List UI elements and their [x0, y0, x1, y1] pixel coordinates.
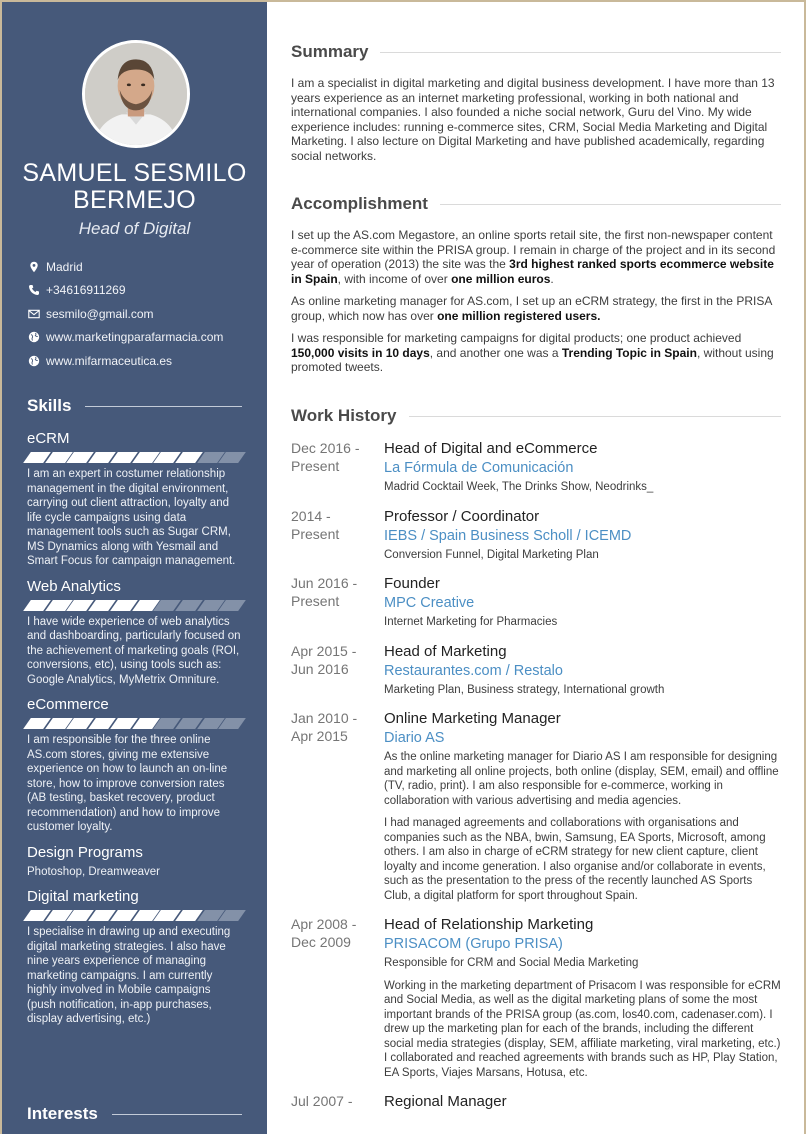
job-description: Working in the marketing department of Prisacom I was responsible for eCRM and Social Media, as well as the digital marketing plans of some the most important brands of the PRISA group (as.com, los40.com, cadenaser.com). I drew up the marketing plan for each of the brands, including the different social media strategies (display, SEM, affiliate marketing, viral marketing, etc.) I collaborated and reached agreements with brands such as HP, Play Station, EA Sports, Viajes Marsans, Hotusa, etc. [384, 979, 781, 1079]
job-date-end: Dec 2009 [291, 934, 351, 950]
contact-email[interactable] [27, 302, 257, 326]
job-dates [291, 439, 384, 495]
job-description: I had managed agreements and collaborations with organisations and companies such as the NBA, bwin, Samsung, EA Sports, Microsoft, among others. I am also in charge of eCRM strategy for new client capture, client loyalty and income generation. I also organise and/or collaborate in events, such as the presentation to the press of the recently launched AS Sports Club, a digital platform for sport throughout Spain. [384, 817, 766, 902]
phone-icon [27, 283, 41, 297]
job-entry [291, 709, 781, 903]
job-dates [291, 915, 384, 1080]
job-date-start: Jan 2010 - [291, 710, 358, 726]
work-history-heading-text: Work History [291, 406, 397, 425]
skills-heading-rule [85, 406, 242, 407]
job-date-end: Apr 2015 [291, 728, 348, 744]
job-company: MPC Creative [384, 595, 475, 611]
job-body [384, 915, 781, 1080]
summary-heading [291, 42, 781, 62]
skill-name: eCRM [27, 430, 70, 447]
text-run: I set up the AS.com Megastore, an online sports retail site, the first non-newspaper content e-commerce site within the PRISA group. I remain in charge of the project and in its second year of operation (2013) the site was the [291, 228, 776, 271]
job-body [384, 642, 781, 698]
interests-heading-rule [112, 1114, 242, 1115]
text-run: As online marketing manager for AS.com, I set up an eCRM strategy, the first in the PRISA group, which now has over [291, 294, 772, 323]
job-entry [291, 574, 781, 630]
job-dates [291, 709, 384, 903]
skills-heading [27, 396, 242, 416]
location-pin-icon [27, 260, 41, 274]
text-run: , without using promoted tweets. [291, 345, 774, 374]
job-entry [291, 915, 781, 1080]
job-title: Online Marketing Manager [384, 710, 561, 727]
skill-description: I specialise in drawing up and executing digital marketing strategies. I also have nine years experience of managing marketing campaigns. I am currently highly involved in Mobile campaigns (push notification, in-app purchases, display advertising, etc.) [27, 926, 231, 1025]
job-title: Professor / Coordinator [384, 507, 540, 525]
envelope-icon [27, 307, 41, 321]
job-entry [291, 507, 781, 563]
contact-list [27, 255, 257, 373]
work-history-heading-rule [409, 416, 782, 417]
person-title: Head of Digital [78, 219, 191, 238]
accomplishment-heading [291, 194, 781, 214]
job-title: Regional Manager [384, 1093, 507, 1110]
job-date-end: Present [291, 593, 340, 609]
skill-description: Photoshop, Dreamweaver [27, 865, 160, 878]
person-name [2, 160, 267, 214]
summary-text: I am a specialist in digital marketing and digital business development. I have more than 13 years experience as an internet marketing professional, working in both national and international companies. I also founded a niche social network, Guru del Vino. My wide experience includes: running e-commerce sites, CRM, Social Media Marketing and Digital Marketing. I also lecture on Digital Marketing and have published academically, regarding social networks. [291, 76, 775, 163]
job-date-start: 2014 - [291, 507, 331, 524]
highlight-text: 3rd highest ranked sports ecommerce website in Spain [291, 257, 774, 286]
job-body [384, 507, 781, 563]
job-date-start: Dec 2016 - [291, 440, 360, 456]
skill-name: eCommerce [27, 696, 109, 713]
contact-website-2[interactable] [27, 349, 257, 373]
job-dates [291, 642, 384, 698]
job-date-start: Apr 2008 - [291, 916, 357, 932]
job-title: Head of Marketing [384, 642, 507, 660]
job-dates [291, 507, 384, 563]
name-line-1: SAMUEL SESMILO [22, 159, 247, 187]
skill-name: Web Analytics [27, 577, 121, 595]
text-run: I was responsible for marketing campaigns for digital products; one product achieved [291, 331, 742, 345]
interests-heading-text: Interests [27, 1104, 98, 1123]
skill-name: Digital marketing [27, 888, 139, 905]
contact-website-1[interactable] [27, 326, 257, 350]
accomplishment-paragraph-2 [291, 294, 781, 323]
contact-location-text: Madrid [46, 259, 83, 274]
accomplishment-heading-text: Accomplishment [291, 194, 428, 213]
job-body [384, 1092, 781, 1111]
job-body [384, 439, 781, 495]
job-company: La Fórmula de Comunicación [384, 460, 574, 476]
job-entry [291, 642, 781, 698]
job-date-start: Apr 2015 - [291, 642, 357, 659]
work-history-heading [291, 406, 781, 426]
job-description: Internet Marketing for Pharmacies [384, 616, 558, 628]
job-dates [291, 1092, 384, 1111]
accomplishment-paragraph-3 [291, 331, 781, 375]
profile-photo [82, 40, 190, 148]
text-run: , and another one was a [429, 345, 562, 360]
job-description: Marketing Plan, Business strategy, International growth [384, 683, 665, 696]
skill-level-bar [27, 452, 242, 463]
job-description: As the online marketing manager for Diario AS I am responsible for designing and marketing all online projects, both online (display, SEM, email) and offline (TV, radio, print). I am also responsible for e-commerce, working in collaboration with various advertising and media agencies. [384, 751, 779, 807]
job-date-end: Present [291, 458, 340, 474]
skills-list [27, 429, 242, 1035]
skill-level-bar [27, 910, 242, 921]
skill-name: Design Programs [27, 843, 143, 861]
skill-description: I am an expert in costumer relationship management in the digital environment, carrying out client attraction, loyalty and life cycle campaigns using data management tools such as Sugar CRM, MS Dynamics along with Yesmail and Smart Focus for campaign management. [27, 468, 236, 567]
accomplishment-paragraph-1 [291, 228, 781, 286]
summary-heading-rule [380, 52, 781, 53]
job-company: Diario AS [384, 730, 445, 746]
skills-heading-text: Skills [27, 396, 72, 415]
skill-item [27, 577, 242, 688]
job-description: Madrid Cocktail Week, The Drinks Show, Neodrinks_ [384, 481, 654, 493]
contact-phone [27, 279, 257, 303]
resume-page [2, 2, 804, 1134]
name-line-2: BERMEJO [73, 186, 196, 214]
job-body [384, 574, 781, 630]
skill-item [27, 887, 242, 1027]
globe-icon [27, 330, 41, 344]
job-title: Founder [384, 575, 440, 592]
job-body [384, 709, 781, 903]
job-date-start: Jul 2007 - [291, 1093, 353, 1109]
highlight-text: one million euros [451, 271, 551, 286]
job-company: PRISACOM (Grupo PRISA) [384, 936, 563, 952]
summary-heading-text: Summary [291, 42, 369, 61]
contact-website-1-text[interactable]: www.marketingparafarmacia.com [46, 330, 224, 345]
contact-website-2-text[interactable]: www.mifarmaceutica.es [46, 353, 173, 368]
globe-icon [27, 354, 41, 368]
skill-description: I have wide experience of web analytics and dashboarding, particularly focused on the achievement of marketing goals (ROI, conversions, etc), using tools such as: Google Analytics, MyMetrix Omniture. [27, 615, 241, 686]
portrait-image [85, 43, 187, 145]
highlight-text: 150,000 visits in 10 days [291, 345, 430, 360]
contact-location [27, 255, 257, 279]
highlight-text: one million registered users. [437, 308, 601, 323]
highlight-text: Trending Topic in Spain [561, 345, 697, 360]
skill-item [27, 429, 242, 569]
job-title: Head of Digital and eCommerce [384, 440, 598, 457]
sidebar [2, 2, 267, 1134]
text-run: . [550, 271, 554, 286]
job-title: Head of Relationship Marketing [384, 916, 594, 933]
job-company: Restaurantes.com / Restalo [384, 662, 563, 679]
skill-level-bar [27, 600, 242, 611]
skill-level-bar [27, 718, 242, 729]
job-entry [291, 439, 781, 495]
job-description: Responsible for CRM and Social Media Marketing [384, 957, 639, 969]
job-company: IEBS / Spain Business Scholl / ICEMD [384, 527, 632, 544]
skill-description: I am responsible for the three online AS.com stores, giving me extensive experience on how to launch an on-line store, how to improve conversion rates (AB testing, basket recovery, product recommendation) and how to improve customer loyalty. [27, 734, 228, 833]
accomplishment-section [291, 228, 781, 383]
job-date-end: Present [291, 525, 340, 542]
interests-heading [27, 1104, 242, 1124]
job-date-start: Jun 2016 - [291, 575, 358, 591]
job-description: Conversion Funnel, Digital Marketing Plan [384, 548, 599, 561]
job-date-end: Jun 2016 [291, 660, 349, 677]
job-dates [291, 574, 384, 630]
job-entry [291, 1092, 781, 1111]
text-run: , with income of over [337, 271, 452, 286]
accomplishment-heading-rule [440, 204, 781, 205]
skill-item [27, 695, 242, 835]
work-history-list [291, 439, 781, 1123]
skill-item [27, 843, 242, 880]
contact-phone-text: +34616911269 [46, 283, 126, 298]
contact-email-text[interactable]: sesmilo@gmail.com [46, 306, 154, 321]
